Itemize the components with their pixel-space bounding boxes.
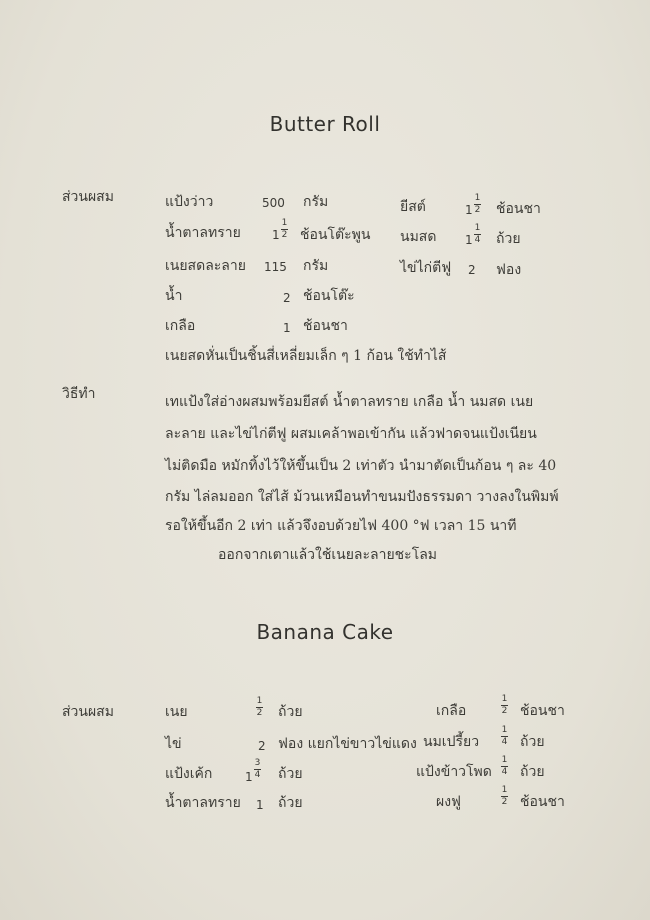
butter-roll-title: Butter Roll — [269, 112, 381, 136]
ingredient-fraction — [501, 786, 508, 807]
ingredient-unit: ถ้วย — [520, 734, 545, 750]
fraction-numerator: 1 — [474, 223, 481, 233]
ingredient-fraction — [501, 756, 508, 777]
ingredient-name: แป้งข้าวโพด — [416, 764, 492, 780]
ingredient-name: นมสด — [400, 229, 437, 245]
fraction-numerator: 1 — [501, 694, 508, 704]
fraction-numerator: 1 — [281, 218, 288, 228]
ingredient-fraction — [501, 695, 508, 716]
fraction-denominator: 4 — [254, 770, 261, 780]
method-line: ละลาย และไข่ไก่ตีฟู ผสมเคล้าพอเข้ากัน แล้วฟาดจนแป้งเนียน — [165, 426, 537, 442]
ingredient-name: น้ำตาลทราย — [165, 225, 241, 241]
fraction-numerator: 1 — [501, 785, 508, 795]
fraction-numerator: 3 — [254, 758, 261, 768]
fraction-denominator: 2 — [474, 205, 481, 215]
ingredient-unit: ช้อนชา — [520, 794, 565, 810]
banana-cake-title: Banana Cake — [256, 620, 394, 644]
method-line: รอให้ขึ้นอีก 2 เท่า แล้วจึงอบด้วยไฟ 400 °ฟ เวลา 15 นาที — [165, 518, 517, 534]
fraction-denominator: 4 — [501, 737, 508, 747]
ingredient-amount: 2 — [258, 739, 266, 753]
method-line: ไม่ติดมือ หมักทิ้งไว้ให้ขึ้นเป็น 2 เท่าตัว นำมาตัดเป็นก้อน ๆ ละ 40 — [165, 458, 557, 474]
ingredient-fraction — [501, 726, 508, 747]
ingredient-amount: 2 — [468, 263, 476, 277]
ingredient-amount: 115 — [264, 260, 287, 274]
ingredient-unit: ถ้วย — [278, 766, 303, 782]
fraction-denominator: 4 — [501, 767, 508, 777]
ingredient-unit: กรัม — [303, 258, 329, 274]
ingredient-name: เกลือ — [436, 703, 467, 719]
ingredient-name: ผงฟู — [436, 794, 461, 810]
ingredient-amount-whole: 1 — [245, 770, 253, 784]
ingredient-unit: ฟอง — [496, 262, 522, 278]
ingredient-unit: ช้อนชา — [496, 201, 541, 217]
butter-roll-filling-note: เนยสดหั่นเป็นชิ้นสี่เหลี่ยมเล็ก ๆ 1 ก้อน ใช้ทำไส้ — [165, 348, 447, 364]
fraction-numerator: 1 — [501, 755, 508, 765]
ingredient-name: นมเปรี้ยว — [423, 734, 480, 750]
ingredient-unit: ถ้วย — [520, 764, 545, 780]
ingredient-unit: ช้อนชา — [303, 318, 348, 334]
ingredient-amount: 500 — [262, 196, 285, 210]
butter-roll-method-label: วิธีทำ — [62, 386, 96, 402]
butter-roll-ingredients-label: ส่วนผสม — [62, 189, 114, 205]
ingredient-name: น้ำ — [165, 288, 183, 304]
ingredient-unit: ถ้วย — [496, 231, 521, 247]
fraction-denominator: 2 — [256, 708, 263, 718]
ingredient-amount: 1 — [283, 321, 291, 335]
ingredient-name: แป้งว่าว — [165, 194, 214, 210]
ingredient-unit: ช้อนโต๊ะพูน — [300, 227, 371, 243]
ingredient-amount: 2 — [283, 291, 291, 305]
method-line: เทแป้งใส่อ่างผสมพร้อมยีสต์ น้ำตาลทราย เกลือ น้ำ นมสด เนย — [165, 394, 534, 410]
ingredient-unit: ถ้วย — [278, 795, 303, 811]
fraction-numerator: 1 — [501, 725, 508, 735]
ingredient-name: ไข่ — [165, 736, 182, 752]
method-line: ออกจากเตาแล้วใช้เนยละลายชะโลม — [218, 547, 438, 563]
fraction-numerator: 1 — [256, 696, 263, 706]
fraction-denominator: 2 — [501, 797, 508, 807]
ingredient-fraction — [254, 759, 261, 780]
ingredient-amount-whole: 1 — [272, 228, 280, 242]
ingredient-fraction — [474, 224, 481, 245]
ingredient-name: แป้งเค้ก — [165, 766, 213, 782]
fraction-denominator: 2 — [501, 706, 508, 716]
ingredient-amount-whole: 1 — [465, 233, 473, 247]
ingredient-fraction — [281, 219, 288, 240]
ingredient-amount: 1 — [256, 798, 264, 812]
ingredient-name: ยีสต์ — [400, 199, 426, 215]
ingredient-name: เกลือ — [165, 318, 196, 334]
fraction-denominator: 4 — [474, 235, 481, 245]
fraction-denominator: 2 — [281, 230, 288, 240]
ingredient-unit: ช้อนชา — [520, 703, 565, 719]
ingredient-name: เนย — [165, 704, 188, 720]
ingredient-unit: ฟอง แยกไข่ขาวไข่แดง — [278, 736, 417, 752]
ingredient-amount-whole: 1 — [465, 203, 473, 217]
ingredient-name: เนยสดละลาย — [165, 258, 246, 274]
banana-cake-ingredients-label: ส่วนผสม — [62, 704, 114, 720]
ingredient-name: น้ำตาลทราย — [165, 795, 241, 811]
ingredient-name: ไข่ไก่ตีฟู — [400, 260, 452, 276]
ingredient-fraction — [474, 194, 481, 215]
ingredient-unit: กรัม — [303, 194, 329, 210]
ingredient-unit: ช้อนโต๊ะ — [303, 288, 355, 304]
method-line: กรัม ไล่ลมออก ใส่ไส้ ม้วนเหมือนทำขนมปังธรรมดา วางลงในพิมพ์ — [165, 489, 559, 505]
ingredient-unit: ถ้วย — [278, 704, 303, 720]
fraction-numerator: 1 — [474, 193, 481, 203]
ingredient-fraction — [256, 697, 263, 718]
